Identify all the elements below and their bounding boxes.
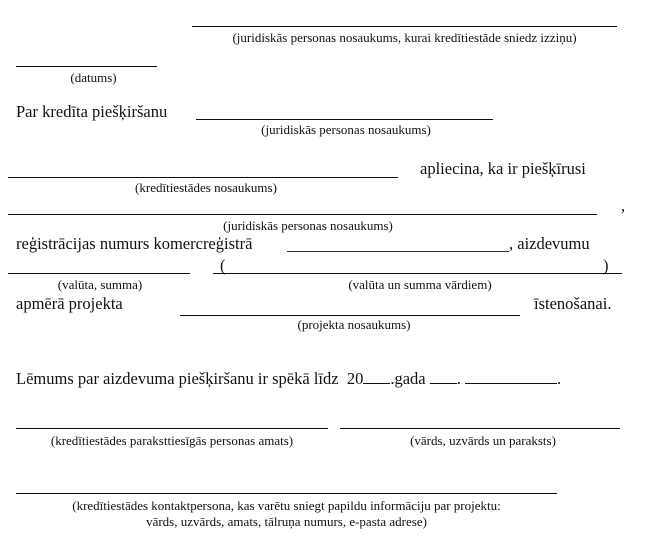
contact-caption-line1: (kredītiestādes kontaktpersona, kas varētu sniegt papildu informāciju par projektu: bbox=[72, 498, 501, 513]
date-caption: (datums) bbox=[70, 70, 117, 85]
contact-person-field[interactable] bbox=[16, 493, 557, 494]
borrower-caption: (juridiskās personas nosaukums) bbox=[223, 218, 393, 233]
registration-label: reģistrācijas numurs komercreģistrā bbox=[16, 234, 253, 253]
decision-end-dot: . bbox=[556, 369, 562, 388]
decision-dot: . bbox=[456, 369, 461, 388]
project-name-field[interactable] bbox=[180, 315, 520, 316]
subject-entity-field[interactable] bbox=[196, 119, 493, 120]
recipient-caption: (juridiskās personas nosaukums, kurai kredītiestāde sniedz izziņu) bbox=[232, 30, 577, 45]
amount-words-caption: (valūta un summa vārdiem) bbox=[348, 277, 492, 292]
date-field[interactable] bbox=[16, 66, 157, 67]
project-suffix: īstenošanai. bbox=[534, 294, 612, 313]
decision-month-field[interactable] bbox=[465, 369, 557, 384]
signatory-position-field[interactable] bbox=[16, 428, 328, 429]
contact-caption-line2: vārds, uzvārds, amats, tālruņa numurs, e-pasta adrese) bbox=[146, 514, 427, 529]
institution-caption: (kredītiestādes nosaukums) bbox=[135, 180, 277, 195]
subject-caption: (juridiskās personas nosaukums) bbox=[261, 122, 431, 137]
amount-words-field[interactable] bbox=[213, 273, 622, 274]
decision-text: Lēmums par aizdevuma piešķiršanu ir spēkā līdz bbox=[16, 369, 339, 388]
project-label: apmērā projekta bbox=[16, 294, 123, 313]
borrower-name-field[interactable] bbox=[8, 214, 597, 215]
project-caption: (projekta nosaukums) bbox=[297, 317, 411, 332]
decision-gada: .gada bbox=[390, 369, 426, 388]
borrower-comma: , bbox=[621, 196, 626, 215]
signatory-position-caption: (kredītiestādes paraksttiesīgās personas amats) bbox=[50, 433, 294, 448]
decision-year-prefix: 20 bbox=[346, 369, 364, 388]
amount-numeric-field[interactable] bbox=[8, 273, 190, 274]
subject-label: Par kredīta piešķiršanu bbox=[16, 102, 168, 121]
signatory-name-caption: (vārds, uzvārds un paraksts) bbox=[410, 433, 556, 448]
institution-text: apliecina, ka ir piešķīrusi bbox=[420, 159, 586, 178]
decision-day-field[interactable] bbox=[430, 369, 457, 384]
institution-name-field[interactable] bbox=[8, 177, 398, 178]
signatory-name-field[interactable] bbox=[340, 428, 620, 429]
recipient-name-field[interactable] bbox=[192, 26, 617, 27]
registration-number-field[interactable] bbox=[287, 251, 509, 252]
decision-year-field[interactable] bbox=[363, 369, 390, 384]
decision-line bbox=[16, 369, 561, 388]
amount-open-paren: ( bbox=[220, 256, 226, 275]
registration-suffix: , aizdevumu bbox=[509, 234, 590, 253]
amount-close-paren: ) bbox=[603, 256, 609, 275]
amount-numeric-caption: (valūta, summa) bbox=[57, 277, 143, 292]
